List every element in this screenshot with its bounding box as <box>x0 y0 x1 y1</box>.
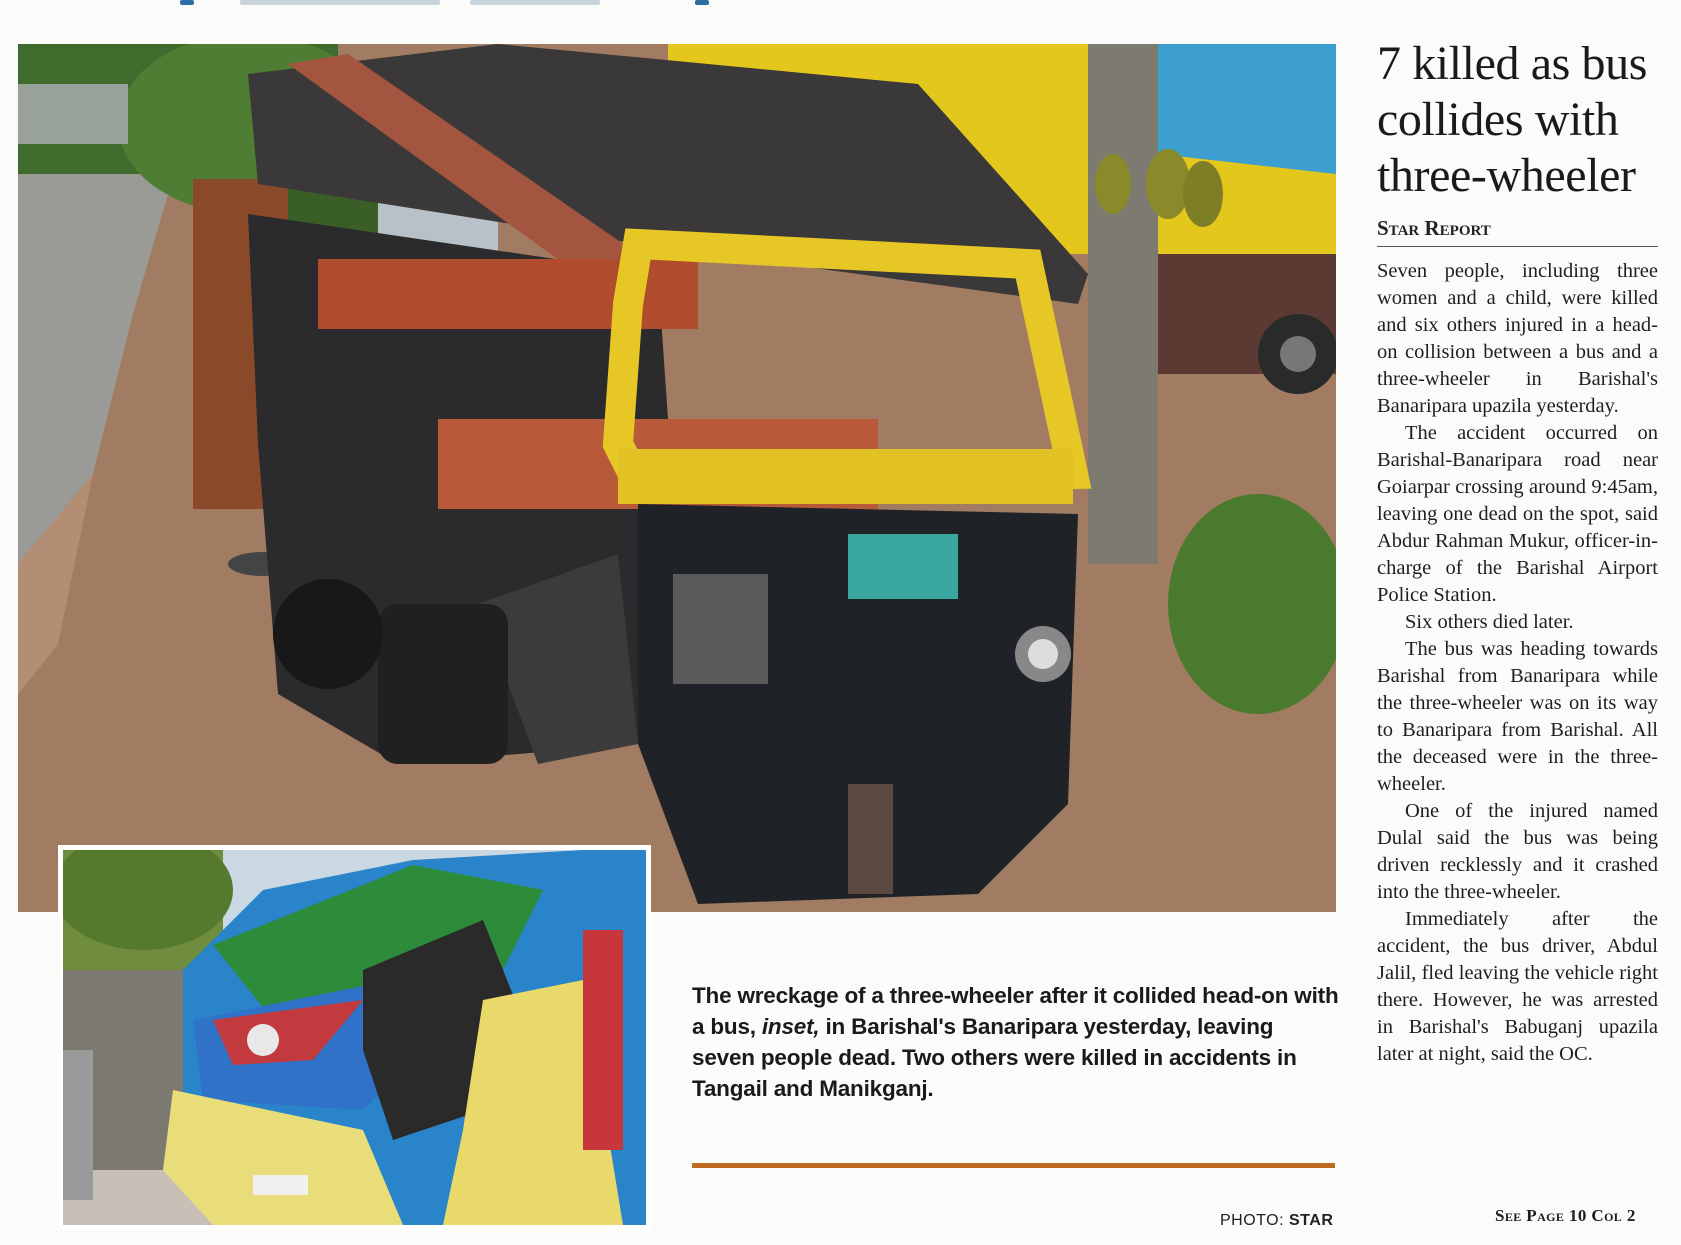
headline: 7 killed as bus collides with three-wheeler <box>1377 37 1647 202</box>
inset-photo-damaged-bus <box>63 850 646 1225</box>
main-photo-wrecked-three-wheeler <box>18 44 1336 912</box>
inset-frame <box>58 845 651 1230</box>
story-paragraph: Six others died later. <box>1405 611 1574 633</box>
story-paragraph: Immediately after the accident, the bus driver, Abdul Jalil, fled leaving the vehicle right there. However, he was arrested in Barishal's Babuganj upazila later at night, said the OC. <box>1377 908 1658 1065</box>
photo-caption <box>692 980 1342 1104</box>
photo-credit-source: STAR <box>1289 1212 1334 1229</box>
photo-credit-label: PHOTO: <box>1220 1212 1285 1229</box>
caption-italic-inset: inset, <box>761 1014 820 1039</box>
jump-line: See Page 10 Col 2 <box>1495 1206 1636 1225</box>
caption-text-part1: The wreckage of a three-wheeler after it collided head-on with a bus, <box>692 983 1339 1039</box>
top-strip <box>0 0 1681 10</box>
photo-credit <box>1220 1212 1333 1230</box>
story-paragraph: Seven people, including three women and a child, were killed and six others injured in a head-on collision between a bus and a three-wheeler in Barishal's Banaripara upazila yesterday. <box>1377 260 1658 417</box>
story-paragraph: The bus was heading towards Barishal from Banaripara while the three-wheeler was on its way to Banaripara from Barishal. All the deceased were in the three-wheeler. <box>1377 638 1658 795</box>
byline: Star Report <box>1377 216 1491 240</box>
story-paragraph: The accident occurred on Barishal-Banaripara road near Goiarpar crossing around 9:45am, leaving one dead on the spot, said Abdur Rahman Mukur, officer-in-charge of the Barishal Airport Police Station. <box>1377 422 1658 606</box>
caption-rule <box>692 1163 1335 1168</box>
story-body <box>1377 258 1658 1068</box>
byline-rule <box>1377 246 1658 247</box>
story-paragraph: One of the injured named Dulal said the bus was being driven recklessly and it crashed into the three-wheeler. <box>1377 800 1658 903</box>
caption-text-part2: in Barishal's Banaripara yesterday, leaving seven people dead. Two others were killed in accidents in Tangail and Manikganj. <box>692 1014 1297 1101</box>
